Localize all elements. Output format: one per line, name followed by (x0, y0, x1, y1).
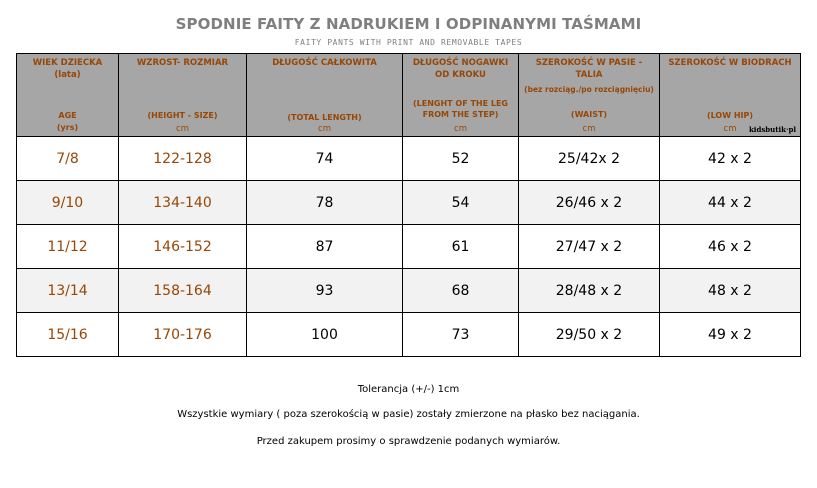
header-leg-en: (LENGHT OF THE LEG (413, 99, 508, 108)
cell-height: 122-128 (119, 137, 247, 181)
cell-height: 146-152 (119, 225, 247, 269)
table-row (17, 181, 801, 225)
cell-age: 9/10 (17, 181, 119, 225)
check-before-purchase-note: Przed zakupem prosimy o sprawdzenie podanych wymiarów. (256, 436, 561, 447)
cell-waist: 25/42x 2 (519, 137, 660, 181)
header-hip-unit: cm (723, 124, 737, 134)
header-leg-unit: cm (454, 124, 467, 134)
header-age-en: AGE (58, 111, 77, 120)
cell-age: 15/16 (17, 313, 119, 357)
cell-total: 87 (247, 225, 403, 269)
header-waist (519, 54, 660, 137)
header-height-size (119, 54, 247, 137)
cell-age: 11/12 (17, 225, 119, 269)
header-total-length (247, 54, 403, 137)
cell-age: 13/14 (17, 269, 119, 313)
cell-total: 100 (247, 313, 403, 357)
header-total-unit: cm (318, 124, 331, 134)
cell-hip: 48 x 2 (660, 269, 801, 313)
header-leg-length (403, 54, 519, 137)
header-hip-pl: SZEROKOŚĆ W BIODRACH (668, 58, 792, 68)
table-row (17, 269, 801, 313)
header-waist-en: (WAIST) (570, 110, 608, 119)
header-leg-pl-2: OD KROKU (435, 70, 486, 80)
header-height-unit: cm (176, 124, 189, 134)
cell-hip: 42 x 2 (660, 137, 801, 181)
tolerance-note: Tolerancja (+/-) 1cm (357, 384, 460, 395)
cell-waist: 26/46 x 2 (519, 181, 660, 225)
cell-waist: 28/48 x 2 (519, 269, 660, 313)
header-total-pl: DŁUGOŚĆ CAŁKOWITA (272, 58, 377, 68)
header-leg-en-2: FROM THE STEP) (422, 110, 499, 119)
cell-leg: 61 (403, 225, 519, 269)
cell-total: 74 (247, 137, 403, 181)
cell-total: 78 (247, 181, 403, 225)
table-header-row (17, 54, 801, 137)
header-hip-en: (LOW HIP) (706, 111, 754, 120)
header-age-pl: WIEK DZIECKA (32, 58, 103, 68)
cell-hip: 49 x 2 (660, 313, 801, 357)
header-height-en: (HEIGHT - SIZE) (147, 111, 218, 120)
cell-height: 158-164 (119, 269, 247, 313)
cell-waist: 27/47 x 2 (519, 225, 660, 269)
cell-waist: 29/50 x 2 (519, 313, 660, 357)
header-total-en: (TOTAL LENGTH) (287, 113, 362, 122)
cell-height: 134-140 (119, 181, 247, 225)
header-waist-pl: SZEROKOŚĆ W PASIE - (535, 58, 643, 68)
header-age (17, 54, 119, 137)
header-waist-unit: cm (582, 124, 596, 134)
header-height-pl: WZROST- ROZMIAR (136, 58, 229, 68)
header-waist-pl-2: TALIA (575, 70, 603, 80)
cell-height: 170-176 (119, 313, 247, 357)
chart-title: SPODNIE FAITY Z NADRUKIEM I ODPINANYMI TAŚMAMI (175, 15, 642, 33)
header-age-en-unit: (yrs) (56, 123, 79, 132)
cell-leg: 54 (403, 181, 519, 225)
cell-hip: 44 x 2 (660, 181, 801, 225)
header-leg-pl: DŁUGOŚĆ NOGAWKI (412, 58, 509, 68)
table-row (17, 313, 801, 357)
header-age-pl-unit: (lata) (54, 70, 81, 80)
cell-hip: 46 x 2 (660, 225, 801, 269)
size-table (16, 53, 801, 357)
watermark-text: kidsbutik·pl (748, 125, 796, 134)
cell-leg: 52 (403, 137, 519, 181)
header-hip (660, 54, 801, 137)
table-row (17, 225, 801, 269)
chart-subtitle: FAITY PANTS WITH PRINT AND REMOVABLE TAPES (294, 38, 523, 47)
header-waist-note: (bez rozciąg./po rozciągnięciu) (524, 85, 654, 94)
measurement-note: Wszystkie wymiary ( poza szerokością w pasie) zostały zmierzone na płasko bez naciągania. (177, 409, 640, 420)
table-row (17, 137, 801, 181)
cell-leg: 68 (403, 269, 519, 313)
cell-total: 93 (247, 269, 403, 313)
cell-leg: 73 (403, 313, 519, 357)
cell-age: 7/8 (17, 137, 119, 181)
